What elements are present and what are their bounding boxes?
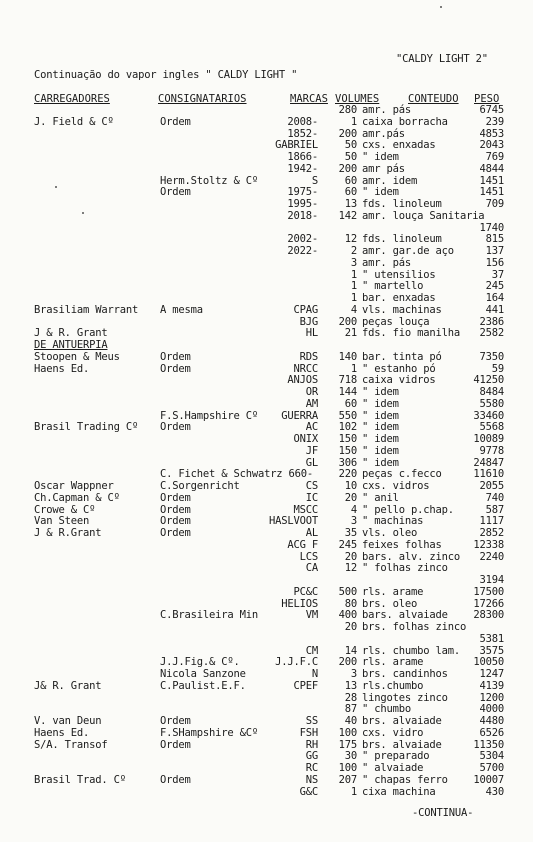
conteudo-cell: bars. alv. zinco xyxy=(362,551,460,563)
peso-cell: 430 xyxy=(485,786,504,798)
peso-cell: 17500 xyxy=(473,586,504,598)
peso-cell: 59 xyxy=(491,363,504,375)
volumes-cell: 1 xyxy=(350,786,357,798)
conteudo-cell: amr. louça Sanitaria xyxy=(362,210,485,222)
conteudo-cell: cxs. vidros xyxy=(362,480,430,492)
carregador-cell: Ch.Capman & Cº xyxy=(34,492,120,504)
consignatario-cell: Ordem xyxy=(160,504,191,516)
volumes-cell: 20 xyxy=(344,551,357,563)
conteudo-cell: amr. pás xyxy=(362,257,411,269)
scan-speck xyxy=(82,212,84,214)
carregador-cell: Brasil Trad. Cº xyxy=(34,774,126,786)
conteudo-cell: rls.chumbo xyxy=(362,680,424,692)
conteudo-cell: " pello p.chap. xyxy=(362,504,454,516)
conteudo-cell: " chumbo xyxy=(362,703,411,715)
volumes-cell: 80 xyxy=(344,598,357,610)
volumes-cell: 60 xyxy=(344,175,357,187)
peso-cell: 5304 xyxy=(479,750,504,762)
marca-cell: 2008- xyxy=(287,116,318,128)
conteudo-cell: cxs. vidro xyxy=(362,727,424,739)
conteudo-cell: " estanho pó xyxy=(362,363,436,375)
volumes-cell: 200 xyxy=(338,656,357,668)
volumes-cell: 200 xyxy=(338,316,357,328)
header-peso: PESO xyxy=(474,93,500,105)
volumes-cell: 13 xyxy=(344,198,357,210)
peso-cell: 2852 xyxy=(479,527,504,539)
peso-cell: 156 xyxy=(485,257,504,269)
conteudo-cell: " idem xyxy=(362,433,399,445)
marca-cell: IC xyxy=(305,492,318,504)
volumes-cell: 10 xyxy=(344,480,357,492)
conteudo-cell: " anil xyxy=(362,492,399,504)
consignatario-cell: Ordem xyxy=(160,363,191,375)
peso-cell: 1247 xyxy=(479,668,504,680)
volumes-cell: 306 xyxy=(338,457,357,469)
consignatario-cell: Ordem xyxy=(160,186,191,198)
marca-cell: GUERRA xyxy=(281,410,318,422)
volumes-cell: 200 xyxy=(338,163,357,175)
marca-cell: 2002- xyxy=(287,233,318,245)
conteudo-cell: lingotes zinco xyxy=(362,692,448,704)
conteudo-cell: " idem xyxy=(362,410,399,422)
carregador-cell: J. Field & Cº xyxy=(34,116,114,128)
volumes-cell: 220 xyxy=(338,468,357,480)
conteudo-cell: bar. tinta pó xyxy=(362,351,442,363)
marca-cell: SS xyxy=(305,715,318,727)
conteudo-cell: fds. linoleum xyxy=(362,198,442,210)
volumes-cell: 13 xyxy=(344,680,357,692)
consignatario-cell: C.Sorgenricht xyxy=(160,480,240,492)
marca-cell: N xyxy=(311,668,318,680)
conteudo-cell: brs. alvaiade xyxy=(362,739,442,751)
volumes-cell: 60 xyxy=(344,186,357,198)
volumes-cell: 150 xyxy=(338,445,357,457)
conteudo-cell: brs. oleo xyxy=(362,598,418,610)
conteudo-cell: caixa vidros xyxy=(362,374,436,386)
scan-speck xyxy=(55,186,57,188)
marca-cell: AL xyxy=(305,527,318,539)
marca-cell: ACG F xyxy=(287,539,318,551)
marca-cell: CPEF xyxy=(293,680,318,692)
marca-cell: VM xyxy=(305,609,318,621)
volumes-cell: 550 xyxy=(338,410,357,422)
peso-cell: 441 xyxy=(485,304,504,316)
consignatario-cell: A mesma xyxy=(160,304,203,316)
carregador-cell: V. van Deun xyxy=(34,715,102,727)
peso-cell: 37 xyxy=(491,269,504,281)
conteudo-cell: amr.pás xyxy=(362,128,405,140)
peso-cell: 164 xyxy=(485,292,504,304)
marca-cell: S xyxy=(311,175,318,187)
consignatario-cell: C.Paulist.E.F. xyxy=(160,680,246,692)
marca-cell: MSCC xyxy=(293,504,318,516)
carregador-cell: J& R. Grant xyxy=(34,680,102,692)
consignatario-cell: Ordem xyxy=(160,715,191,727)
marca-cell: GABRIEL xyxy=(275,139,318,151)
peso-cell: 17266 xyxy=(473,598,504,610)
conteudo-cell: " idem xyxy=(362,186,399,198)
peso-cell: 8484 xyxy=(479,386,504,398)
peso-cell: 5568 xyxy=(479,421,504,433)
peso-cell: 815 xyxy=(485,233,504,245)
marca-cell: PC&C xyxy=(293,586,318,598)
consignatario-cell: C.Brasileira Min xyxy=(160,609,258,621)
consignatario-cell: Ordem xyxy=(160,492,191,504)
peso-cell: 245 xyxy=(485,280,504,292)
peso-cell: 4139 xyxy=(479,680,504,692)
volumes-cell: 2 xyxy=(350,245,357,257)
peso-cell: 4480 xyxy=(479,715,504,727)
consignatario-cell: Ordem xyxy=(160,515,191,527)
peso-cell: 7350 xyxy=(479,351,504,363)
conteudo-cell: " folhas zinco xyxy=(362,562,448,574)
volumes-cell: 35 xyxy=(344,527,357,539)
marca-cell: FSH xyxy=(299,727,318,739)
carregador-cell: J & R. Grant xyxy=(34,327,108,339)
consignatario-cell: J.J.Fig.& Cº. xyxy=(160,656,240,668)
volumes-cell: 100 xyxy=(338,762,357,774)
carregador-cell: Oscar Wappner xyxy=(34,480,114,492)
consignatario-cell: Ordem xyxy=(160,116,191,128)
peso-cell: 4844 xyxy=(479,163,504,175)
peso-cell: 5580 xyxy=(479,398,504,410)
peso-cell: 3575 xyxy=(479,645,504,657)
volumes-cell: 4 xyxy=(350,304,357,316)
marca-cell: 1852- xyxy=(287,128,318,140)
conteudo-cell: rls. arame xyxy=(362,586,424,598)
carregador-cell: Haens Ed. xyxy=(34,727,90,739)
volumes-cell: 3 xyxy=(350,668,357,680)
marca-cell: G&C xyxy=(299,786,318,798)
conteudo-cell: brs. folhas zinco xyxy=(362,621,467,633)
peso-cell: 1117 xyxy=(479,515,504,527)
consignatario-cell: Ordem xyxy=(160,527,191,539)
volumes-cell: 20 xyxy=(344,492,357,504)
marca-cell: ANJOS xyxy=(287,374,318,386)
peso-cell: 1451 xyxy=(479,175,504,187)
peso-cell: 2582 xyxy=(479,327,504,339)
volumes-cell: 87 xyxy=(344,703,357,715)
volumes-cell: 14 xyxy=(344,645,357,657)
peso-cell: 3194 xyxy=(479,574,504,586)
marca-cell: 1975- xyxy=(287,186,318,198)
conteudo-cell: " idem xyxy=(362,457,399,469)
consignatario-cell: Ordem xyxy=(160,739,191,751)
carregador-cell: Brasiliam Warrant xyxy=(34,304,139,316)
carregador-cell: Stoopen & Meus xyxy=(34,351,120,363)
conteudo-cell: peças louça xyxy=(362,316,430,328)
conteudo-cell: " machinas xyxy=(362,515,424,527)
conteudo-cell: " utensilios xyxy=(362,269,436,281)
peso-cell: 10007 xyxy=(473,774,504,786)
conteudo-cell: " chapas ferro xyxy=(362,774,448,786)
header-volumes: VOLUMES xyxy=(335,93,380,105)
conteudo-cell: vls. machinas xyxy=(362,304,442,316)
volumes-cell: 50 xyxy=(344,151,357,163)
conteudo-cell: " idem xyxy=(362,151,399,163)
conteudo-cell: fds. linoleum xyxy=(362,233,442,245)
consignatario-cell: C. Fichet & Schwatrz 660- xyxy=(160,468,314,480)
volumes-cell: 4 xyxy=(350,504,357,516)
peso-cell: 769 xyxy=(485,151,504,163)
marca-cell: ONIX xyxy=(293,433,318,445)
carregador-cell: S/A. Transof xyxy=(34,739,108,751)
header-carregadores: CARREGADORES xyxy=(34,93,110,105)
peso-cell: 2240 xyxy=(479,551,504,563)
footer-continua: -CONTINUA- xyxy=(412,807,474,819)
marca-cell: CS xyxy=(305,480,318,492)
peso-cell: 4853 xyxy=(479,128,504,140)
peso-cell: 2043 xyxy=(479,139,504,151)
volumes-cell: 20 xyxy=(344,621,357,633)
peso-cell: 6745 xyxy=(479,104,504,116)
conteudo-cell: brs. alvaiade xyxy=(362,715,442,727)
marca-cell: NS xyxy=(305,774,318,786)
volumes-cell: 3 xyxy=(350,257,357,269)
volumes-cell: 60 xyxy=(344,398,357,410)
marca-cell: AM xyxy=(305,398,318,410)
marca-cell: 1866- xyxy=(287,151,318,163)
volumes-cell: 50 xyxy=(344,139,357,151)
peso-cell: 28300 xyxy=(473,609,504,621)
conteudo-cell: bars. alvaiade xyxy=(362,609,448,621)
peso-cell: 41250 xyxy=(473,374,504,386)
peso-cell: 11610 xyxy=(473,468,504,480)
volumes-cell: 500 xyxy=(338,586,357,598)
peso-cell: 2386 xyxy=(479,316,504,328)
volumes-cell: 28 xyxy=(344,692,357,704)
volumes-cell: 12 xyxy=(344,562,357,574)
conteudo-cell: fds. fio manilha xyxy=(362,327,460,339)
peso-cell: 587 xyxy=(485,504,504,516)
conteudo-cell: amr. pás xyxy=(362,104,411,116)
volumes-cell: 12 xyxy=(344,233,357,245)
peso-cell: 4000 xyxy=(479,703,504,715)
volumes-cell: 718 xyxy=(338,374,357,386)
peso-cell: 709 xyxy=(485,198,504,210)
carregador-cell: Haens Ed. xyxy=(34,363,90,375)
marca-cell: NRCC xyxy=(293,363,318,375)
volumes-cell: 200 xyxy=(338,128,357,140)
carregador-cell: DE ANTUERPIA xyxy=(34,339,108,351)
peso-cell: 6526 xyxy=(479,727,504,739)
marca-cell: HELIOS xyxy=(281,598,318,610)
marca-cell: 1995- xyxy=(287,198,318,210)
volumes-cell: 1 xyxy=(350,363,357,375)
conteudo-cell: amr. gar.de aço xyxy=(362,245,454,257)
marca-cell: CM xyxy=(305,645,318,657)
peso-cell: 5700 xyxy=(479,762,504,774)
conteudo-cell: " idem xyxy=(362,398,399,410)
conteudo-cell: rls. arame xyxy=(362,656,424,668)
conteudo-cell: bar. enxadas xyxy=(362,292,436,304)
marca-cell: RC xyxy=(305,762,318,774)
marca-cell: 2022- xyxy=(287,245,318,257)
marca-cell: GG xyxy=(305,750,318,762)
marca-cell: RDS xyxy=(299,351,318,363)
peso-cell: 33460 xyxy=(473,410,504,422)
marca-cell: JF xyxy=(305,445,318,457)
marca-cell: AC xyxy=(305,421,318,433)
marca-cell: 2018- xyxy=(287,210,318,222)
volumes-cell: 1 xyxy=(350,280,357,292)
volumes-cell: 3 xyxy=(350,515,357,527)
document-title: "CALDY LIGHT 2" xyxy=(396,53,488,65)
peso-cell: 740 xyxy=(485,492,504,504)
conteudo-cell: " alvaiade xyxy=(362,762,424,774)
volumes-cell: 150 xyxy=(338,433,357,445)
conteudo-cell: feixes folhas xyxy=(362,539,442,551)
conteudo-cell: " martello xyxy=(362,280,424,292)
header-marcas: MARCAS xyxy=(290,93,328,105)
marca-cell: OR xyxy=(305,386,318,398)
carregador-cell: J & R.Grant xyxy=(34,527,102,539)
marca-cell: CPAG xyxy=(293,304,318,316)
volumes-cell: 102 xyxy=(338,421,357,433)
peso-cell: 10050 xyxy=(473,656,504,668)
marca-cell: HASLVOOT xyxy=(269,515,318,527)
volumes-cell: 400 xyxy=(338,609,357,621)
conteudo-cell: cxs. enxadas xyxy=(362,139,436,151)
marca-cell: J.J.F.C xyxy=(275,656,318,668)
marca-cell: 1942- xyxy=(287,163,318,175)
marca-cell: HL xyxy=(305,327,318,339)
volumes-cell: 207 xyxy=(338,774,357,786)
conteudo-cell: " idem xyxy=(362,386,399,398)
volumes-cell: 30 xyxy=(344,750,357,762)
conteudo-cell: amr. idem xyxy=(362,175,418,187)
conteudo-cell: peças c.fecco xyxy=(362,468,442,480)
volumes-cell: 144 xyxy=(338,386,357,398)
consignatario-cell: Nicola Sanzone xyxy=(160,668,246,680)
conteudo-cell: " idem xyxy=(362,445,399,457)
marca-cell: RH xyxy=(305,739,318,751)
marca-cell: CA xyxy=(305,562,318,574)
peso-cell: 10089 xyxy=(473,433,504,445)
volumes-cell: 21 xyxy=(344,327,357,339)
intro-line: Continuação do vapor ingles " CALDY LIGHT " xyxy=(34,69,298,81)
marca-cell: LCS xyxy=(299,551,318,563)
volumes-cell: 175 xyxy=(338,739,357,751)
carregador-cell: Crowe & Cº xyxy=(34,504,96,516)
scan-speck xyxy=(440,6,442,8)
peso-cell: 137 xyxy=(485,245,504,257)
conteudo-cell: amr pás xyxy=(362,163,405,175)
consignatario-cell: Ordem xyxy=(160,774,191,786)
peso-cell: 1200 xyxy=(479,692,504,704)
volumes-cell: 1 xyxy=(350,116,357,128)
header-conteudo: CONTEUDO xyxy=(408,93,459,105)
marca-cell: BJG xyxy=(299,316,318,328)
conteudo-cell: cixa machina xyxy=(362,786,436,798)
peso-cell: 1451 xyxy=(479,186,504,198)
conteudo-cell: caixa borracha xyxy=(362,116,448,128)
volumes-cell: 140 xyxy=(338,351,357,363)
peso-cell: 9778 xyxy=(479,445,504,457)
peso-cell: 24847 xyxy=(473,457,504,469)
carregador-cell: Brasil Trading Cº xyxy=(34,421,139,433)
consignatario-cell: Ordem xyxy=(160,351,191,363)
carregador-cell: Van Steen xyxy=(34,515,90,527)
consignatario-cell: F.SHampshire &Cº xyxy=(160,727,258,739)
peso-cell: 2055 xyxy=(479,480,504,492)
volumes-cell: 280 xyxy=(338,104,357,116)
volumes-cell: 1 xyxy=(350,292,357,304)
volumes-cell: 100 xyxy=(338,727,357,739)
conteudo-cell: vls. oleo xyxy=(362,527,418,539)
peso-cell: 5381 xyxy=(479,633,504,645)
consignatario-cell: F.S.Hampshire Cº xyxy=(160,410,258,422)
volumes-cell: 40 xyxy=(344,715,357,727)
marca-cell: GL xyxy=(305,457,318,469)
volumes-cell: 142 xyxy=(338,210,357,222)
peso-cell: 239 xyxy=(485,116,504,128)
conteudo-cell: brs. candinhos xyxy=(362,668,448,680)
consignatario-cell: Herm.Stoltz & Cº xyxy=(160,175,258,187)
peso-cell: 1740 xyxy=(479,222,504,234)
conteudo-cell: rls. chumbo lam. xyxy=(362,645,460,657)
consignatario-cell: Ordem xyxy=(160,421,191,433)
volumes-cell: 245 xyxy=(338,539,357,551)
conteudo-cell: " preparado xyxy=(362,750,430,762)
header-consignatarios: CONSIGNATARIOS xyxy=(158,93,247,105)
volumes-cell: 1 xyxy=(350,269,357,281)
conteudo-cell: " idem xyxy=(362,421,399,433)
peso-cell: 11350 xyxy=(473,739,504,751)
peso-cell: 12338 xyxy=(473,539,504,551)
